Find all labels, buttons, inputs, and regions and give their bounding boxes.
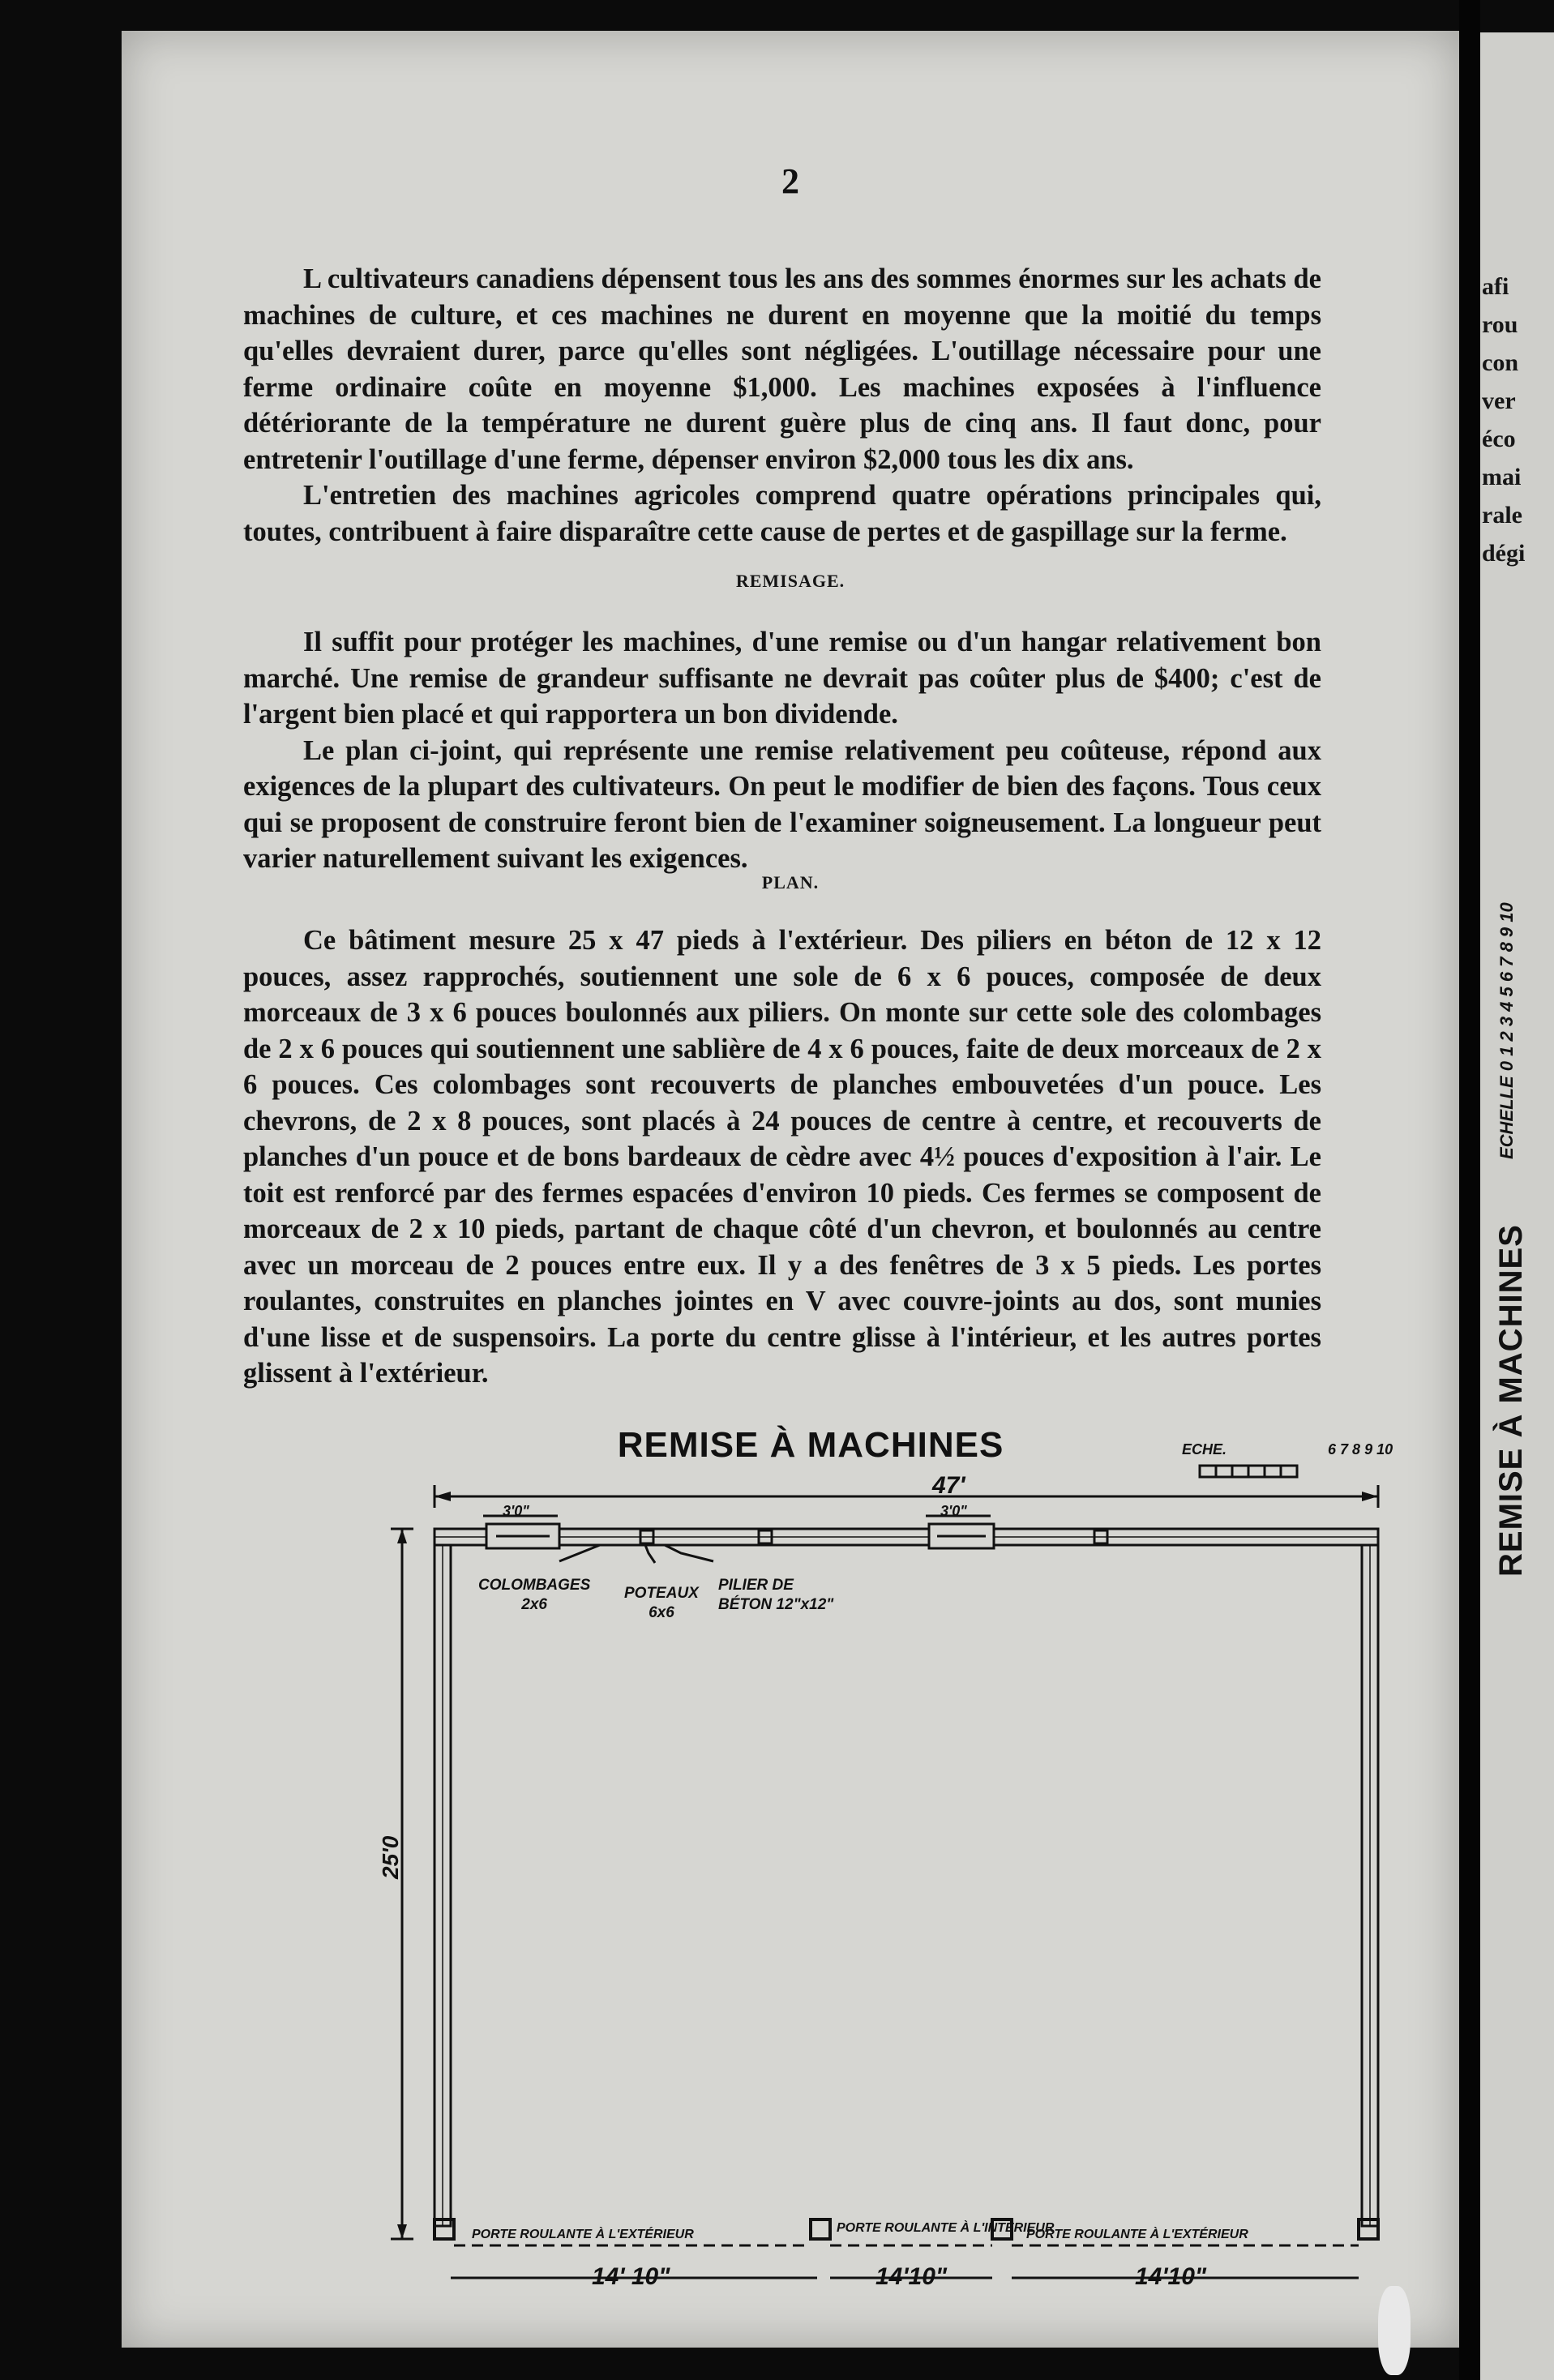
fragment: dégi (1482, 540, 1526, 567)
fragment: ver (1482, 387, 1516, 414)
fragment: rale (1482, 502, 1522, 529)
door-center-label: PORTE ROULANTE À L'INTÉRIEUR (837, 2221, 1055, 2235)
dim-total-length: 47' (932, 1472, 965, 1499)
fragment: mai (1482, 464, 1522, 490)
dim-door-center: 14'10" (875, 2263, 948, 2290)
facing-page-fragments (1482, 268, 1525, 572)
book-fold (1459, 0, 1480, 2380)
plan-scale-label: ECHE. (1182, 1441, 1227, 1458)
document-page (122, 31, 1459, 2348)
plan-drawing (259, 1425, 1427, 2292)
page-corner-glare (1378, 2286, 1411, 2375)
fragment: con (1482, 349, 1518, 376)
label-pilier: PILIER DE BÉTON 12"x12" (718, 1577, 834, 1613)
plan-text (243, 922, 1321, 1392)
remisage-paragraph-1: Il suffit pour protéger les machines, d'une remise ou d'un hangar relativement bon marché. Une remise de grandeur suffisante ne devrait pas coûter plus de $400; c'est de l'argent bien placé et qui rapportera un bon dividende. (243, 627, 1321, 730)
dim-door-right: 14'10" (1135, 2263, 1207, 2290)
facing-page-vertical-scale: ECHELLE 0 1 2 3 4 5 6 7 8 9 10 (1496, 902, 1517, 1159)
fragment: rou (1482, 311, 1518, 338)
remisage-text (243, 624, 1321, 877)
plan-title: REMISE À MACHINES (617, 1425, 1004, 1465)
intro-paragraph-1: L cultivateurs canadiens dépensent tous les ans des sommes énormes sur les achats de machines de culture, et ces machines ne durent en moyenne que la moitié du temps qu'elles devraient durer, parce qu'elles sont négligées. L'outillage nécessaire pour une ferme ordinaire coûte en moyenne $1,000. Les machines exposées à l'influence détériorante de la température ne durent guère plus de cinq ans. Il faut donc, pour entretenir l'outillage d'une ferme, dépenser environ $2,000 tous les dix ans. (243, 263, 1321, 475)
dim-door-left: 14' 10" (592, 2263, 670, 2290)
fragment: éco (1482, 426, 1516, 452)
facing-page-vertical-title: REMISE À MACHINES (1493, 1224, 1529, 1577)
page-number: 2 (781, 161, 799, 201)
pilier-door (811, 2219, 830, 2239)
label-poteaux: POTEAUX 6x6 (624, 1585, 699, 1621)
label-colombages: COLOMBAGES 2x6 (478, 1577, 591, 1613)
floor-plan (259, 1425, 1427, 2292)
fragment: afi (1482, 273, 1509, 300)
dim-window-2: 3'0" (940, 1503, 967, 1519)
door-left-label: PORTE ROULANTE À L'EXTÉRIEUR (472, 2228, 694, 2241)
door-right-label: PORTE ROULANTE À L'EXTÉRIEUR (1026, 2228, 1248, 2241)
intro-paragraph-2: L'entretien des machines agricoles comprend quatre opérations principales qui, toutes, contribuent à faire disparaître cette cause de pertes et de gaspillage sur la ferme. (243, 480, 1321, 547)
plan-paragraph-1: Ce bâtiment mesure 25 x 47 pieds à l'extérieur. Des piliers en béton de 12 x 12 pouces, assez rapprochés, soutiennent une sole de 6 x 6 pouces, composée de deux morceaux de 3 x 6 pouces boulonnés aux piliers. On monte sur cette sole des colombages de 2 x 6 pouces qui soutiennent une sablière de 4 x 6 pouces, faite de deux morceaux de 2 x 6 pouces. Ces colombages sont recouverts de planches embouvetées d'un pouce. Les chevrons, de 2 x 8 pouces, sont placés à 24 pouces de centre à centre, et recouverts de planches d'un pouce et de bons bardeaux de cèdre avec 4½ pouces d'exposition à l'air. Le toit est renforcé par des fermes espacées d'environ 10 pieds. Ces fermes se composent de morceaux de 2 x 10 pieds, partant de chaque côté d'un chevron, et boulonnés au centre avec un morceau de 2 pouces entre eux. Il y a des fenêtres de 3 x 5 pieds. Les portes roulantes, construites en planches jointes en V avec couvre-joints au dos, sont munies d'une lisse et de suspensoirs. La porte du centre glisse à l'intérieur, et les autres portes glissent à l'extérieur. (243, 925, 1321, 1389)
plan-scale-numbers: 6 7 8 9 10 (1328, 1441, 1393, 1458)
intro-text (243, 261, 1321, 550)
heading-remisage: REMISAGE. (735, 571, 845, 591)
dim-width: 25'0 (378, 1835, 403, 1879)
heading-plan: PLAN. (761, 872, 820, 892)
dim-window-1: 3'0" (503, 1503, 529, 1519)
facing-page-edge (1480, 32, 1554, 2380)
remisage-paragraph-2: Le plan ci-joint, qui représente une remise relativement peu coûteuse, répond aux exigences de la plupart des cultivateurs. On peut le modifier de bien des façons. Tous ceux qui se proposent de construire feront bien de l'examiner soigneusement. La longueur peut varier naturellement suivant les exigences. (243, 734, 1321, 874)
